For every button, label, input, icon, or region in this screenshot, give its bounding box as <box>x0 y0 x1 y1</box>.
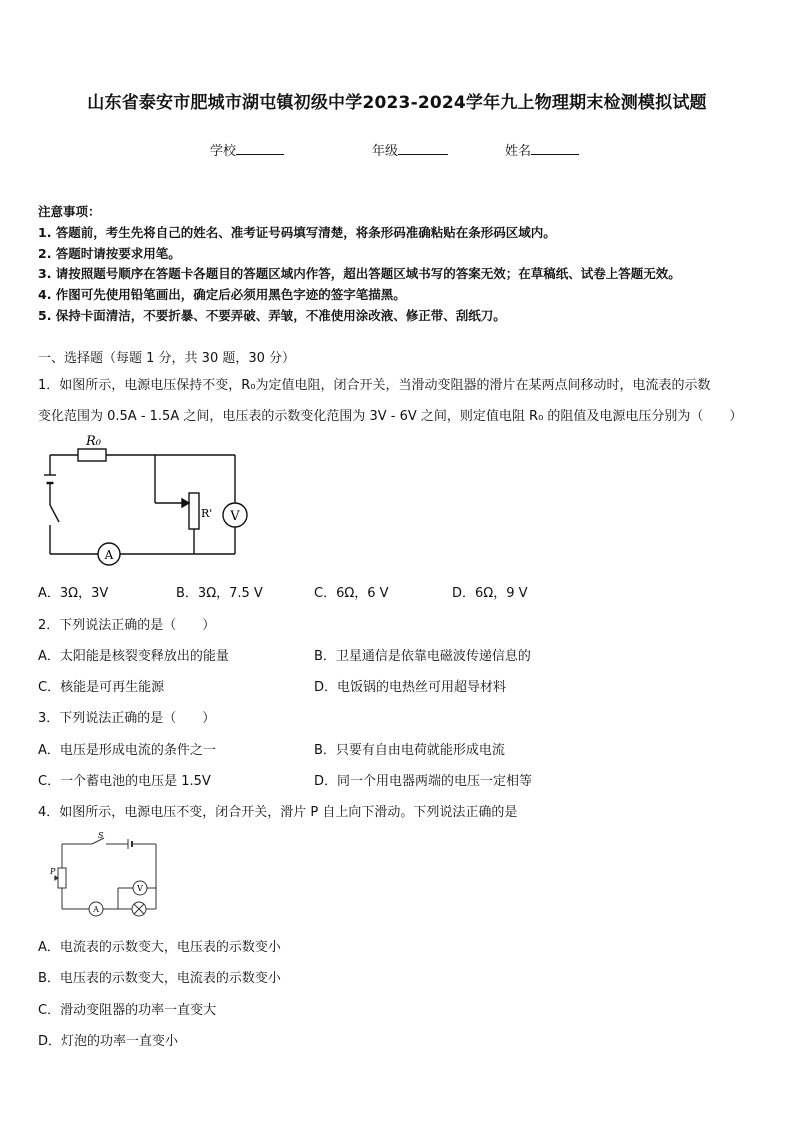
q3-option-d: D．同一个用电器两端的电压一定相等 <box>314 774 533 789</box>
q2-option-b: B．卫星通信是依靠电磁波传递信息的 <box>314 649 531 664</box>
q1-circuit-diagram <box>38 430 268 570</box>
q4-circuit-diagram <box>42 828 172 924</box>
q1-option-b: B．3Ω，7.5 V <box>176 586 263 601</box>
q3-option-c: C．一个蓄电池的电压是 1.5V <box>38 774 211 789</box>
q1-option-c: C．6Ω，6 V <box>314 586 389 601</box>
q2-option-a: A．太阳能是核裂变释放出的能量 <box>38 649 229 664</box>
rheostat-label: R' <box>201 507 213 520</box>
notes-block <box>38 202 681 327</box>
q2-option-d: D．电饭锅的电热丝可用超导材料 <box>314 680 507 695</box>
name-field <box>505 140 579 159</box>
rheostat <box>189 493 199 529</box>
ammeter-label: A <box>93 905 99 914</box>
school-label: 学校 <box>210 144 237 159</box>
q4-option-c: C．滑动变阻器的功率一直变大 <box>38 1003 217 1018</box>
voltmeter-label: V <box>137 884 143 893</box>
slider-arrow <box>182 499 189 507</box>
switch-blade <box>50 505 59 522</box>
note-item: 3. 请按照题号顺序在答题卡各题目的答题区域内作答，超出答题区域书写的答案无效；在草稿纸、试卷上答题无效。 <box>38 266 681 282</box>
q3-stem: 3．下列说法正确的是（ ） <box>38 711 216 726</box>
voltmeter-label: V <box>230 509 240 524</box>
switch-label: S <box>98 831 104 840</box>
q3-option-a: A．电压是形成电流的条件之一 <box>38 743 216 758</box>
q2-stem: 2．下列说法正确的是（ ） <box>38 618 216 633</box>
q4-option-d: D．灯泡的功率一直变小 <box>38 1034 179 1049</box>
school-blank <box>236 142 284 155</box>
exam-title: 山东省泰安市肥城市湖屯镇初级中学2023-2024学年九上物理期末检测模拟试题 <box>87 93 707 113</box>
grade-field <box>372 140 448 159</box>
q4-option-a: A．电流表的示数变大，电压表的示数变小 <box>38 940 281 955</box>
q1-option-a: A．3Ω，3V <box>38 586 109 601</box>
slider-label: P <box>50 867 56 876</box>
name-label: 姓名 <box>505 144 532 159</box>
q4-stem: 4．如图所示，电源电压不变，闭合开关，滑片 P 自上向下滑动。下列说法正确的是 <box>38 805 518 820</box>
grade-blank <box>398 142 448 155</box>
notes-heading: 注意事项： <box>38 204 101 219</box>
note-item: 4. 作图可先使用铅笔画出，确定后必须用黑色字迹的签字笔描黑。 <box>38 287 406 303</box>
q1-line2: 变化范围为 0.5A - 1.5A 之间，电压表的示数变化范围为 3V - 6V 之间，则定值电阻 R₀ 的阻值及电源电压分别为（ ） <box>38 409 743 424</box>
note-item: 5. 保持卡面清洁，不要折暴、不要弄破、弄皱，不准使用涂改液、修正带、刮纸刀。 <box>38 307 506 323</box>
q1-line1: 1．如图所示，电源电压保持不变，R₀为定值电阻，闭合开关，当滑动变阻器的滑片在某两点间移动时，电流表的示数 <box>38 378 711 393</box>
section-heading: 一、选择题（每题 1 分，共 30 题，30 分） <box>38 351 296 366</box>
r0-label: R₀ <box>86 434 101 449</box>
note-item: 1. 答题前，考生先将自己的姓名、准考证号码填写清楚，将条形码准确粘贴在条形码区域内。 <box>38 224 556 240</box>
grade-label: 年级 <box>372 144 399 159</box>
r0-resistor <box>78 449 106 461</box>
q1-option-d: D．6Ω，9 V <box>452 586 528 601</box>
q2-option-c: C．核能是可再生能源 <box>38 680 165 695</box>
q4-option-b: B．电压表的示数变大，电流表的示数变小 <box>38 971 281 986</box>
ammeter-label: A <box>104 548 114 562</box>
name-blank <box>531 142 579 155</box>
q3-option-b: B．只要有自由电荷就能形成电流 <box>314 743 505 758</box>
school-field <box>210 140 284 159</box>
rheostat <box>58 868 66 888</box>
note-item: 2. 答题时请按要求用笔。 <box>38 245 181 261</box>
